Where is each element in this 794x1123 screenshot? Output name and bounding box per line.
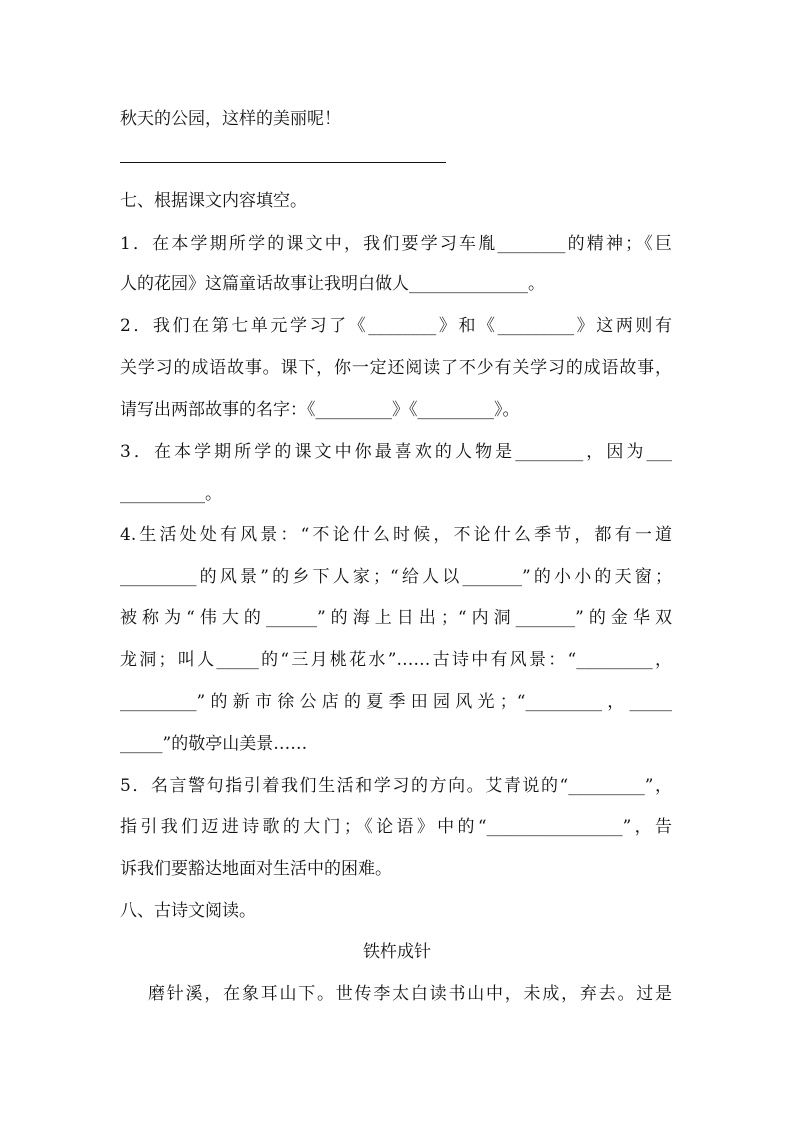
question-3-line-2: __________。 [120, 484, 222, 504]
question-4-line-4: 龙洞；叫人_____的“三月桃花水”……古诗中有风景：“_________， [120, 650, 672, 670]
question-4-line-6: _____”的敬亭山美景…… [120, 734, 308, 754]
question-4-line-2: _________的风景”的乡下人家；“给人以_______”的小小的天窗； [120, 567, 672, 587]
question-1-line-1: 1．在本学期所学的课文中，我们要学习车胤________的精神；《巨 [120, 234, 672, 254]
passage-text-line-1: 磨针溪，在象耳山下。世传李太白读书山中，未成，弃去。过是 [148, 984, 672, 1004]
question-4-line-5: _________”的新市徐公店的夏季田园风光；“_________，_____ [120, 692, 672, 712]
question-5-line-1: 5．名言警句指引着我们生活和学习的方向。艾青说的“_________”， [120, 776, 672, 796]
question-1-line-2: 人的花园》这篇童话故事让我明白做人______________。 [120, 274, 545, 294]
question-4-line-1: 4.生活处处有风景：“不论什么时候，不论什么季节，都有一道 [120, 525, 672, 545]
answer-blank-line [120, 162, 446, 163]
question-5-line-3: 诉我们要豁达地面对生活中的困难。 [120, 859, 392, 879]
passage-title: 铁杵成针 [363, 942, 431, 962]
question-4-line-3: 被称为“伟大的______”的海上日出；“内洞_______”的金华双 [120, 608, 672, 628]
answer-line-text: 秋天的公园，这样的美丽呢！ [120, 109, 341, 129]
question-2-line-3: 请写出两部故事的名字：《_________》《_________》。 [120, 400, 520, 420]
question-2-line-2: 关学习的成语故事。课下，你一定还阅读了不少有关学习的成语故事， [120, 358, 672, 378]
question-2-line-1: 2．我们在第七单元学习了《________》和《_________》这两则有 [120, 316, 672, 336]
question-5-line-2: 指引我们迈进诗歌的大门；《论语》中的“________________”，告 [120, 817, 672, 837]
section-heading-8: 八、古诗文阅读。 [120, 901, 256, 921]
section-heading-7: 七、根据课文内容填空。 [120, 191, 307, 211]
question-3-line-1: 3．在本学期所学的课文中你最喜欢的人物是________，因为___ [120, 442, 672, 462]
